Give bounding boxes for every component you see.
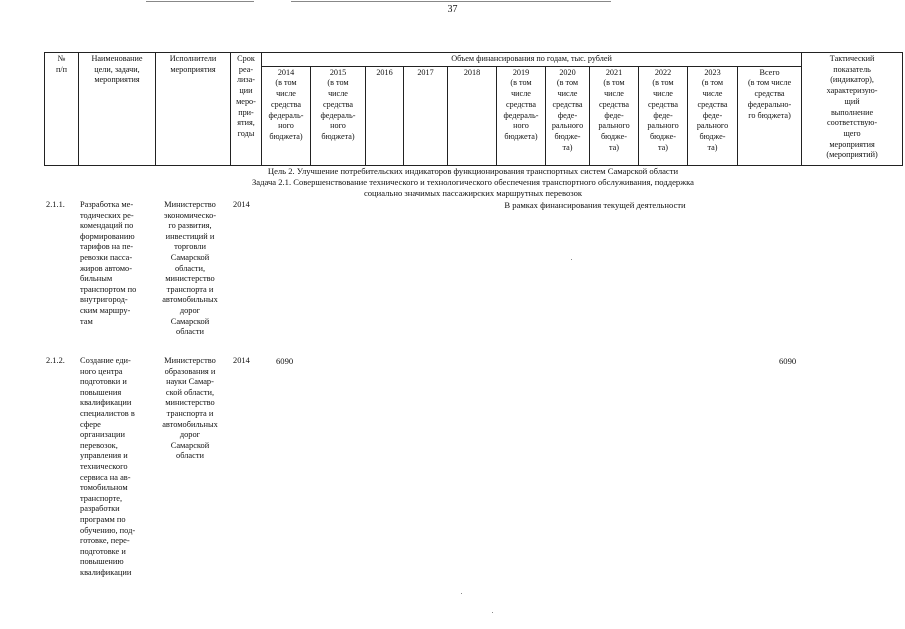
row-211-executors: Министерство экономическо- го развития, инвестиций и торговли Самарской области, министерство транспорта и автомобильных дорог Самарской области [162, 200, 218, 337]
page-number: 37 [447, 4, 458, 15]
header-name: Наименование цели, задачи, мероприятия [79, 53, 156, 166]
top-rule-right [291, 1, 611, 2]
row-212-executors: Министерство образования и науки Самар- ской области, министерство транспорта и автомобильных дорог Самарской области [162, 356, 218, 461]
header-year-2015: 2015 (в том числе средства федераль- ного бюджета) [311, 66, 366, 165]
scan-speck [492, 612, 493, 613]
row-211-term: 2014 [233, 200, 250, 209]
row-212-value-2014: 6090 [276, 356, 294, 366]
row-212-num: 2.1.2. [46, 356, 65, 365]
row-212-term: 2014 [233, 356, 250, 365]
header-year-2020: 2020 (в том числе средства феде- рального бюдже- та) [546, 66, 590, 165]
header-term: Срок реа- лиза- ции меро- при- ятия, годы [231, 53, 262, 166]
funding-table-header [44, 52, 903, 166]
task-line-2: социально значимых пассажирских маршрутных перевозок [363, 188, 583, 198]
row-212-name: Создание еди- ного центра подготовки и повышения квалификации специалистов в сфере организации перевозок, управления и технического сервиса на ав- томобильном транспорте, разработки программ по обучению, под- готовке, пере- подготовке и повышению квалификации [80, 356, 136, 577]
goal-line: Цель 2. Улучшение потребительских индикаторов функционирования транспортных систем Самарской области [267, 166, 679, 176]
header-year-2016: 2016 [366, 66, 404, 165]
row-212-value-total: 6090 [779, 356, 797, 366]
header-year-2017: 2017 [404, 66, 448, 165]
header-num: № п/п [45, 53, 79, 166]
scan-speck [461, 593, 462, 594]
header-year-2021: 2021 (в том числе средства феде- рального бюдже- та) [590, 66, 639, 165]
scan-speck [571, 259, 572, 260]
header-year-2014: 2014 (в том числе средства федераль- ного бюджета) [262, 66, 311, 165]
header-year-2022: 2022 (в том числе средства феде- рального бюдже- та) [639, 66, 688, 165]
top-rule-left [146, 1, 254, 2]
header-executors: Исполнители мероприятия [156, 53, 231, 166]
task-line-1: Задача 2.1. Совершенствование технического и технологического обеспечения транспортного обслуживания, поддержка [251, 177, 694, 187]
row-211-num: 2.1.1. [46, 200, 65, 209]
header-year-2018: 2018 [448, 66, 497, 165]
header-year-2023: 2023 (в том числе средства феде- рального бюдже- та) [688, 66, 738, 165]
row-211-name: Разработка ме- тодических ре- комендаций по формированию тарифов на пе- ревозки пасса- жиров автомо- бильным транспортом по внутригород- ским маршру- там [80, 200, 137, 326]
row-211-funding-note: В рамках финансирования текущей деятельности [504, 200, 686, 210]
header-indicator: Тактический показатель (индикатор), характеризую- щий выполнение соответствую- щего мероприятия (мероприятий) [802, 53, 903, 166]
header-total: Всего (в том числе средства федерально- го бюджета) [738, 66, 802, 165]
header-funding: Объем финансирования по годам, тыс. рублей [262, 53, 802, 67]
header-year-2019: 2019 (в том числе средства федераль- ного бюджета) [497, 66, 546, 165]
